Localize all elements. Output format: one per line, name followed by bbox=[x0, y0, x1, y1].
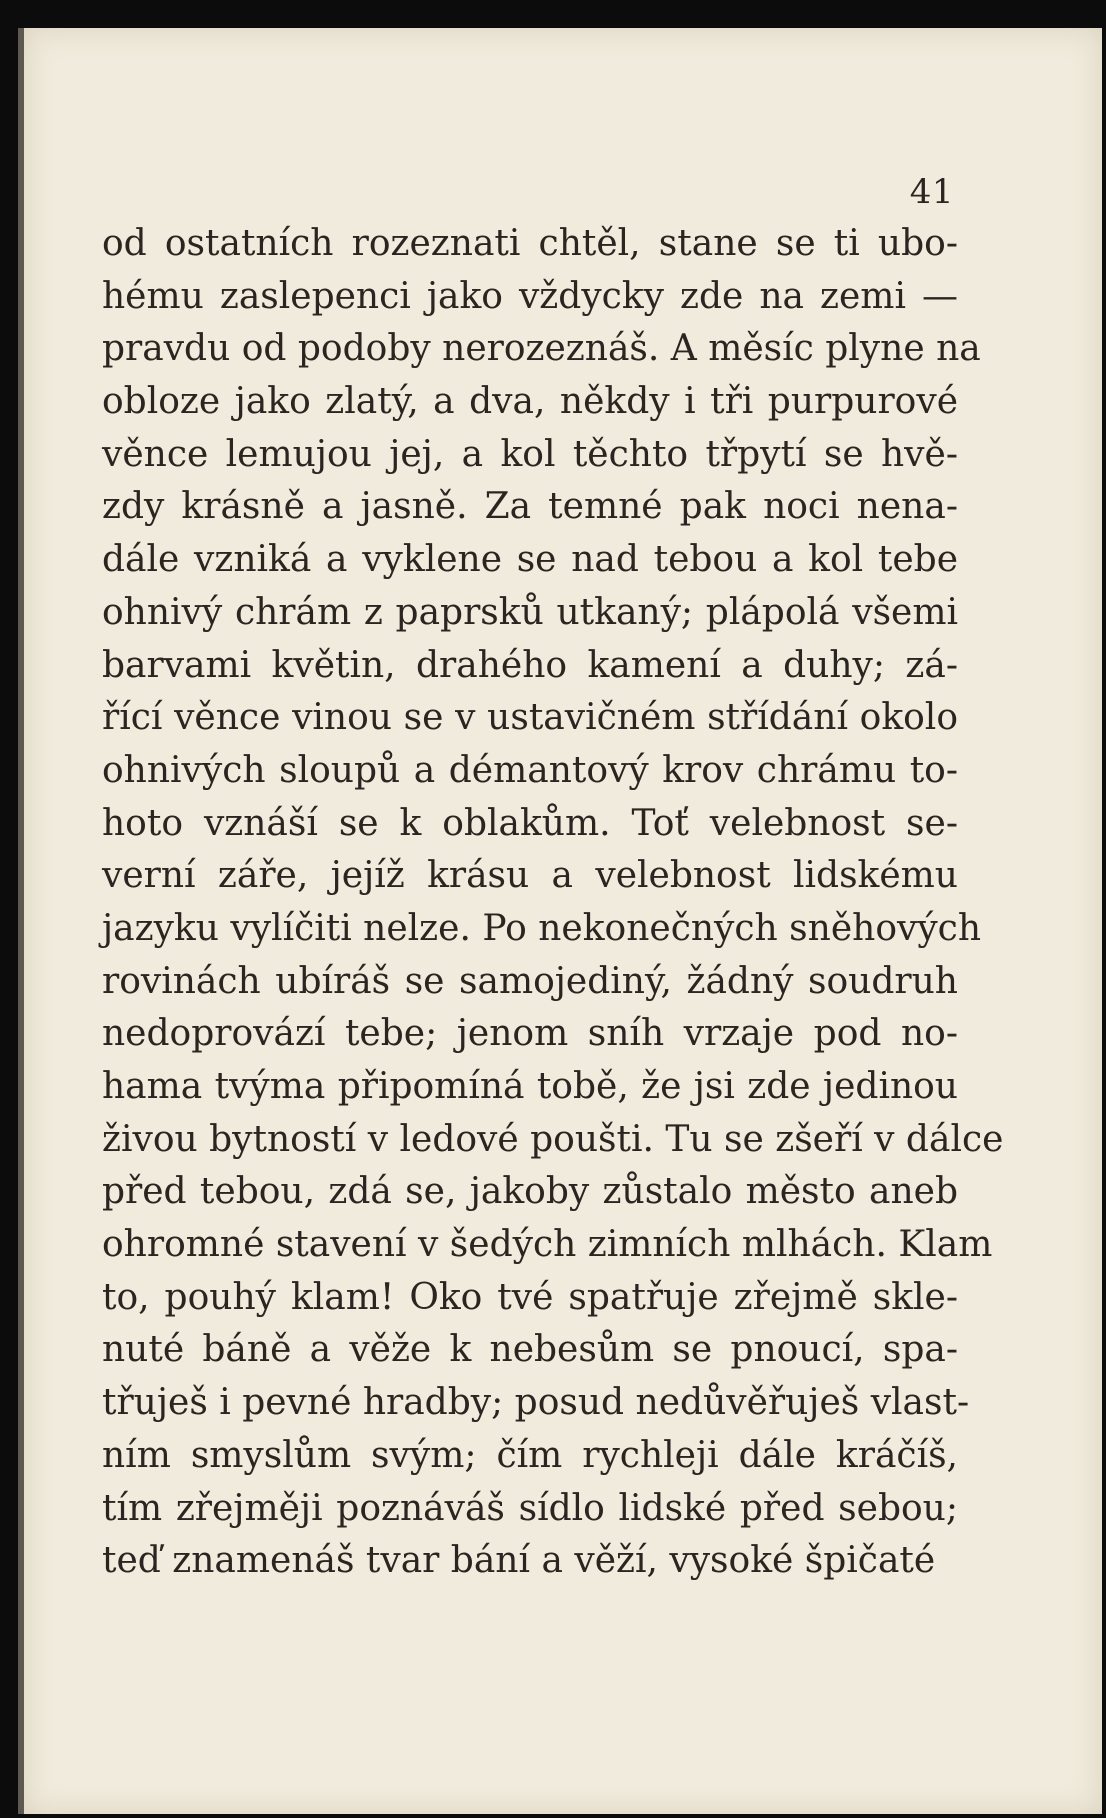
text-line: před tebou, zdá se, jakoby zůstalo město aneb bbox=[102, 1171, 958, 1213]
text-line: verní záře, jejíž krásu a velebnost lidskému bbox=[102, 855, 958, 897]
text-line: ním smyslům svým; čím rychleji dále kráčíš, bbox=[102, 1434, 958, 1476]
text-line: nedoprovází tebe; jenom sníh vrzaje pod no- bbox=[102, 1013, 958, 1055]
text-line: barvami květin, drahého kamení a duhy; zá- bbox=[102, 644, 958, 686]
text-line: rovinách ubíráš se samojediný, žádný soudruh bbox=[102, 960, 958, 1002]
text-line: dále vzniká a vyklene se nad tebou a kol tebe bbox=[102, 539, 958, 581]
text-line: hému zaslepenci jako vždycky zde na zemi — bbox=[102, 275, 958, 317]
text-line: nuté báně a věže k nebesům se pnoucí, spa- bbox=[102, 1329, 958, 1371]
text-line: věnce lemujou jej, a kol těchto třpytí se hvě- bbox=[102, 433, 958, 475]
text-line: pravdu od podoby nerozeznáš. A měsíc plyne na bbox=[102, 328, 981, 370]
page-number: 41 bbox=[909, 172, 954, 212]
book-page bbox=[18, 28, 1102, 1814]
text-line: obloze jako zlatý, a dva, někdy i tři purpurové bbox=[102, 381, 958, 423]
text-line: ohromné stavení v šedých zimních mlhách. Klam bbox=[102, 1224, 993, 1266]
text-line: třuješ i pevné hradby; posud nedůvěřuješ vlast- bbox=[102, 1382, 970, 1424]
text-line: živou bytností v ledové poušti. Tu se zšeří v dálce bbox=[102, 1118, 1004, 1160]
text-line: ohnivých sloupů a démantový krov chrámu to- bbox=[102, 749, 958, 791]
body-text bbox=[102, 218, 1004, 1588]
text-line: hama tvýma připomíná tobě, že jsi zde jedinou bbox=[102, 1066, 958, 1107]
text-line: hoto vznáší se k oblakům. Toť velebnost se- bbox=[102, 802, 958, 844]
text-line: jazyku vylíčiti nelze. Po nekonečných sněhových bbox=[102, 907, 982, 949]
text-line: řící věnce vinou se v ustavičném střídání okolo bbox=[102, 697, 958, 739]
text-line: teď znamenáš tvar bání a věží, vysoké špičaté bbox=[102, 1540, 936, 1582]
text-line: ohnivý chrám z paprsků utkaný; plápolá všemi bbox=[102, 591, 958, 633]
text-line: zdy krásně a jasně. Za temné pak noci nena- bbox=[102, 486, 958, 528]
text-line: to, pouhý klam! Oko tvé spatřuje zřejmě skle- bbox=[102, 1276, 958, 1318]
text-line: tím zřejměji poznáváš sídlo lidské před sebou; bbox=[102, 1487, 958, 1529]
text-line: od ostatních rozeznati chtěl, stane se ti ubo- bbox=[102, 223, 958, 264]
